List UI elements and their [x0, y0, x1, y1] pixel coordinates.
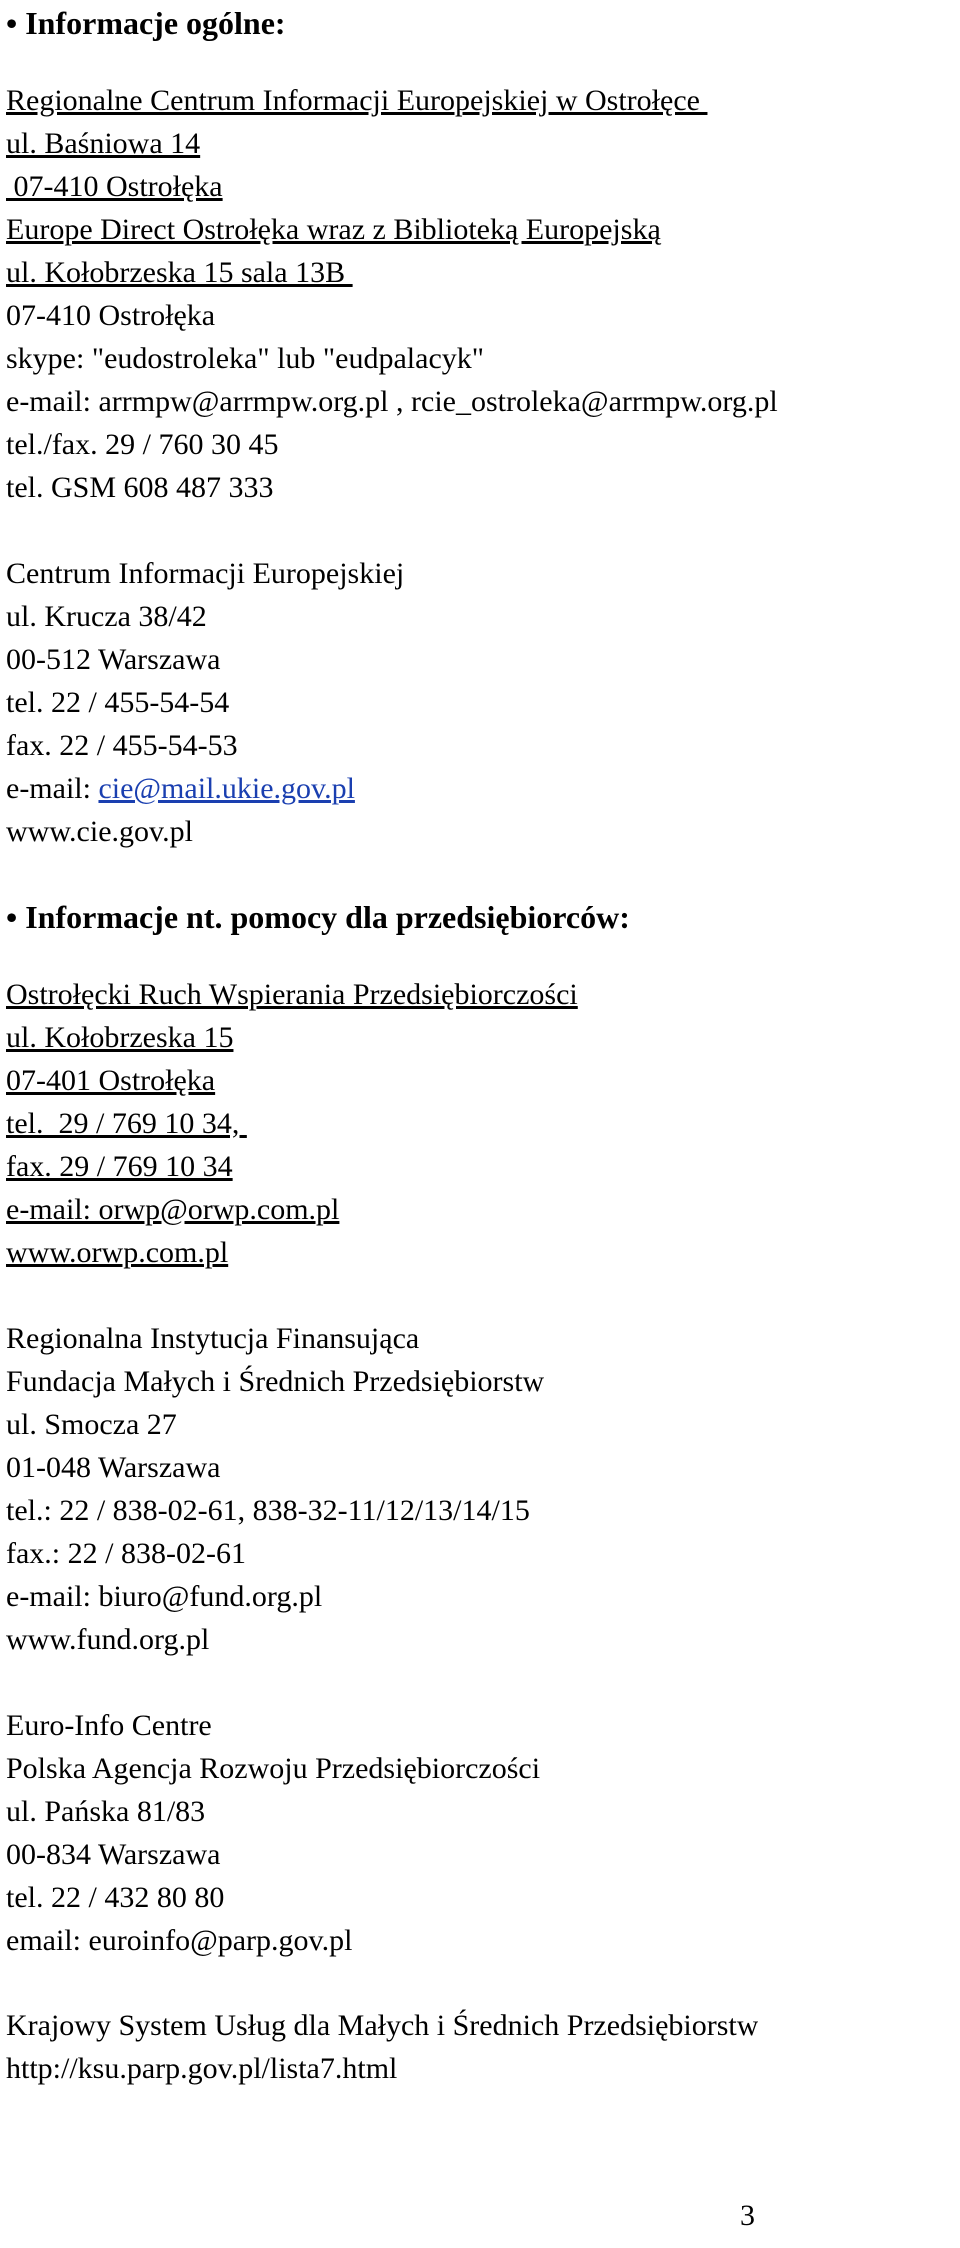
org-url: http://ksu.parp.gov.pl/lista7.html: [6, 2052, 398, 2085]
section-heading-text: Informacje nt. pomocy dla przedsiębiorców:: [25, 899, 630, 935]
page-number: 3: [740, 2199, 755, 2232]
org-name: Centrum Informacji Europejskiej: [6, 557, 405, 590]
org-fax: fax. 29 / 769 10 34: [6, 1150, 233, 1183]
contact-block-orwp: [0, 973, 578, 1274]
org-name-2: Polska Agencja Rozwoju Przedsiębiorczości: [6, 1752, 541, 1785]
bullet-icon: •: [6, 5, 18, 41]
org-tel: tel. 22 / 455-54-54: [6, 686, 230, 719]
org-tel: tel.: 22 / 838-02-61, 838-32-11/12/13/14/15: [6, 1494, 530, 1527]
org-sub-name: Europe Direct Ostrołęka wraz z Biblioteką Europejską: [6, 213, 661, 246]
org-city: 07-401 Ostrołęka: [6, 1064, 216, 1097]
org-email: e-mail: orwp@orwp.com.pl: [6, 1193, 340, 1226]
org-gsm: tel. GSM 608 487 333: [6, 471, 274, 504]
org-city: 07-410 Ostrołęka: [6, 170, 223, 203]
org-city: 01-048 Warszawa: [6, 1451, 221, 1484]
contact-block-cie: [0, 552, 404, 853]
org-street: ul. Baśniowa 14: [6, 127, 201, 160]
org-name: Euro-Info Centre: [6, 1709, 212, 1742]
org-sub-city: 07-410 Ostrołęka: [6, 299, 216, 332]
org-name-2: Fundacja Małych i Średnich Przedsiębiorstw: [6, 1365, 545, 1398]
org-telfax: tel./fax. 29 / 760 30 45: [6, 428, 279, 461]
org-street: ul. Kołobrzeska 15: [6, 1021, 234, 1054]
contact-block-ksu: [0, 2004, 758, 2090]
section-heading-text: Informacje ogólne:: [25, 5, 286, 41]
org-street: ul. Pańska 81/83: [6, 1795, 206, 1828]
bullet-icon: •: [6, 899, 18, 935]
org-name: Ostrołęcki Ruch Wspierania Przedsiębiorczości: [6, 978, 578, 1011]
org-sub-street: ul. Kołobrzeska 15 sala 13B: [6, 256, 353, 289]
org-fax: fax.: 22 / 838-02-61: [6, 1537, 246, 1570]
contact-block-euro-info: [0, 1704, 540, 1962]
org-skype: skype: "eudostroleka" lub "eudpalacyk": [6, 342, 485, 375]
org-www: www.fund.org.pl: [6, 1623, 210, 1656]
org-email: e-mail: arrmpw@arrmpw.org.pl , rcie_ostroleka@arrmpw.org.pl: [6, 385, 778, 418]
org-street: ul. Smocza 27: [6, 1408, 177, 1441]
section-heading-business: [0, 896, 630, 938]
org-street: ul. Krucza 38/42: [6, 600, 207, 633]
org-city: 00-512 Warszawa: [6, 643, 221, 676]
contact-block-rif: [0, 1317, 544, 1661]
org-email-line: [6, 767, 404, 810]
org-www: www.orwp.com.pl: [6, 1236, 229, 1269]
org-name: Regionalna Instytucja Finansująca: [6, 1322, 420, 1355]
email-label: e-mail:: [6, 772, 99, 805]
org-name: Krajowy System Usług dla Małych i Średnich Przedsiębiorstw: [6, 2009, 759, 2042]
org-email: e-mail: biuro@fund.org.pl: [6, 1580, 323, 1613]
email-link[interactable]: cie@mail.ukie.gov.pl: [98, 772, 355, 805]
section-heading-general: [0, 2, 286, 44]
org-email: email: euroinfo@parp.gov.pl: [6, 1924, 353, 1957]
org-name: Regionalne Centrum Informacji Europejskiej w Ostrołęce: [6, 84, 708, 117]
org-fax: fax. 22 / 455-54-53: [6, 729, 238, 762]
org-tel: tel. 22 / 432 80 80: [6, 1881, 225, 1914]
contact-block-rcie: [0, 79, 778, 509]
org-www: www.cie.gov.pl: [6, 815, 193, 848]
org-tel: tel. 29 / 769 10 34,: [6, 1107, 247, 1140]
org-city: 00-834 Warszawa: [6, 1838, 221, 1871]
